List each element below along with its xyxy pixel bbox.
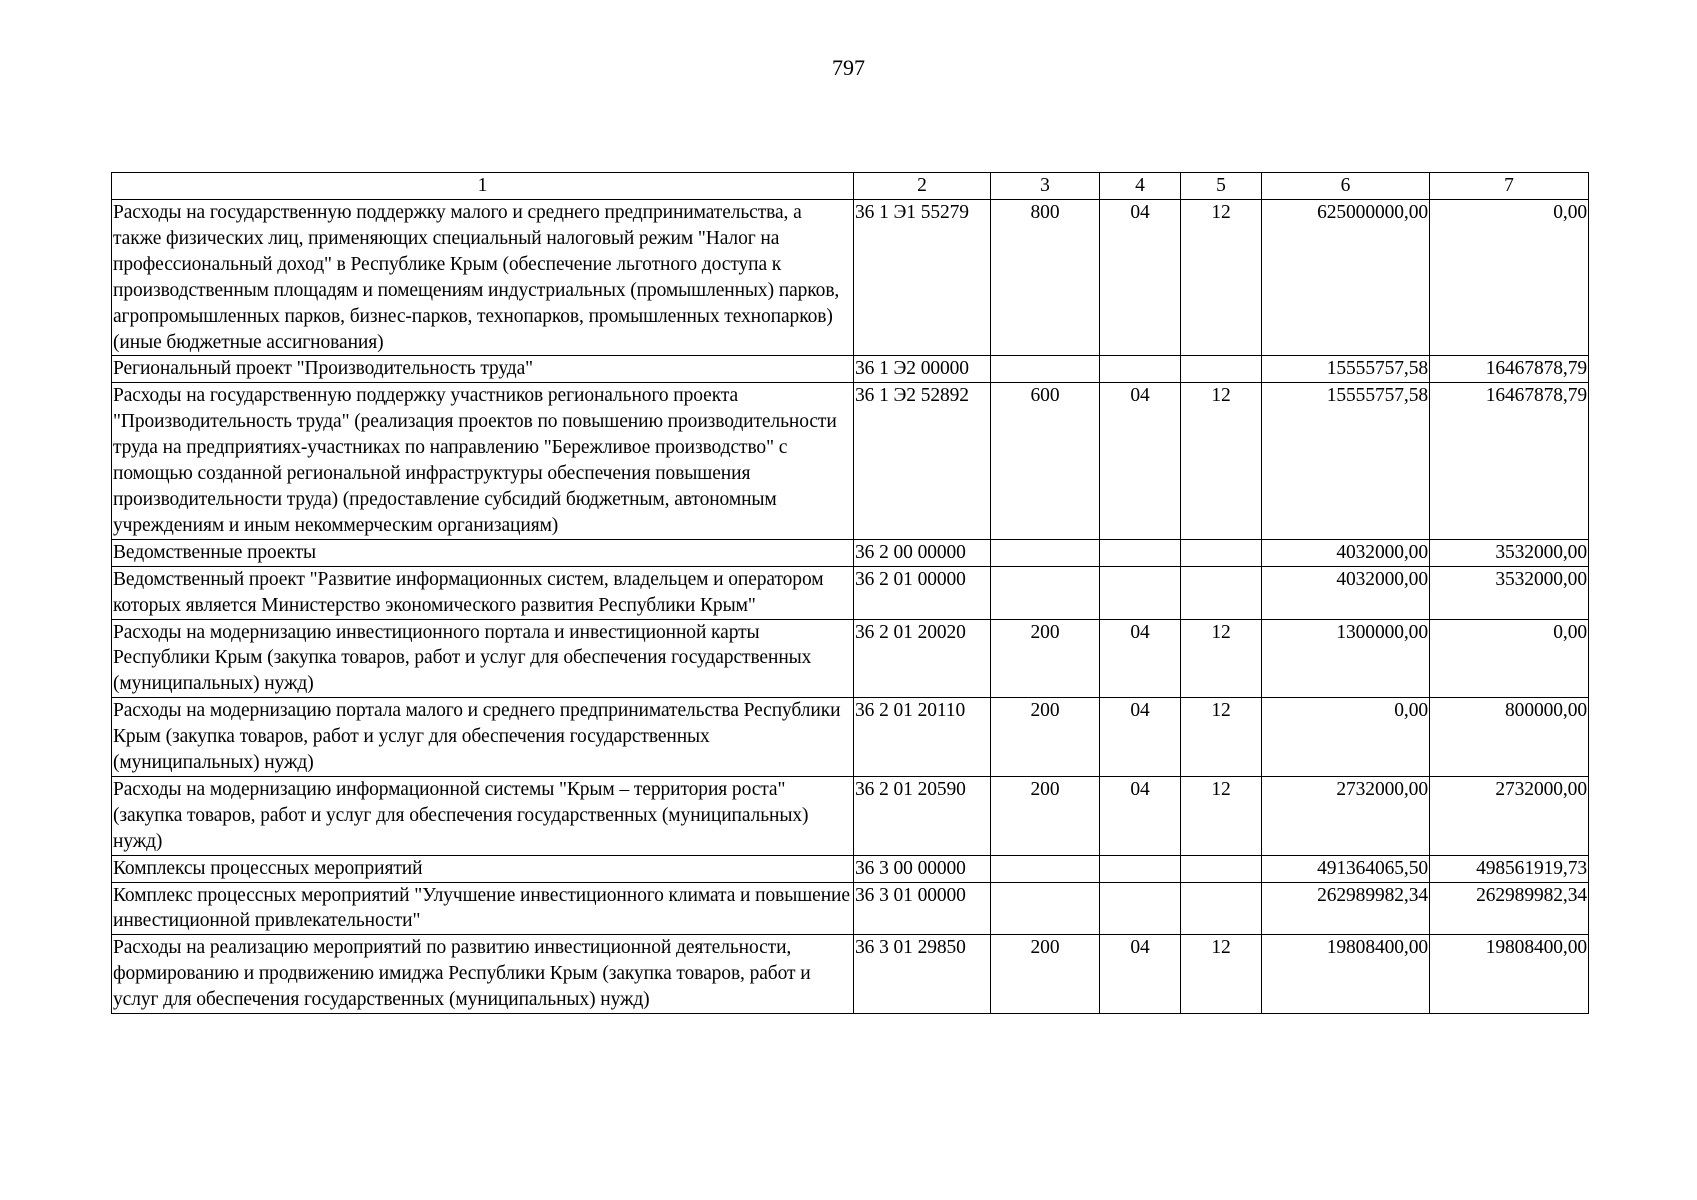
column-number-row xyxy=(112,173,1589,200)
amount-col6: 625000000,00 xyxy=(1262,200,1430,356)
target-article-code: 36 1 Э1 55279 xyxy=(854,200,991,356)
subsection-code: 12 xyxy=(1181,776,1262,855)
column-header: 1 xyxy=(112,173,854,200)
amount-col6: 15555757,58 xyxy=(1262,383,1430,539)
subsection-code xyxy=(1181,356,1262,383)
subsection-code xyxy=(1181,566,1262,619)
expense-type-code: 200 xyxy=(991,619,1100,698)
amount-col6: 1300000,00 xyxy=(1262,619,1430,698)
budget-table xyxy=(111,172,1589,1014)
subsection-code xyxy=(1181,855,1262,882)
target-article-code: 36 2 01 00000 xyxy=(854,566,991,619)
table-row xyxy=(112,383,1589,539)
amount-col7: 19808400,00 xyxy=(1430,935,1589,1014)
target-article-code: 36 3 00 00000 xyxy=(854,855,991,882)
amount-col6: 2732000,00 xyxy=(1262,776,1430,855)
amount-col7: 800000,00 xyxy=(1430,698,1589,777)
expense-type-code: 600 xyxy=(991,383,1100,539)
subsection-code: 12 xyxy=(1181,698,1262,777)
expense-name: Расходы на государственную поддержку участников регионального проекта "Производительность труда" (реализация проектов по повышению производительности труда на предприятиях-участниках по направлению "Бережливое производство" с помощью созданной региональной инфраструктуры обеспечения повышения производительности труда) (предоставление субсидий бюджетным, автономным учреждениям и иным некоммерческим организациям) xyxy=(112,383,854,539)
expense-name: Расходы на модернизацию информационной системы "Крым – территория роста" (закупка товаров, работ и услуг для обеспечения государственных (муниципальных) нужд) xyxy=(112,776,854,855)
amount-col7: 3532000,00 xyxy=(1430,539,1589,566)
column-header: 3 xyxy=(991,173,1100,200)
amount-col6: 4032000,00 xyxy=(1262,566,1430,619)
subsection-code: 12 xyxy=(1181,935,1262,1014)
amount-col6: 0,00 xyxy=(1262,698,1430,777)
amount-col6: 19808400,00 xyxy=(1262,935,1430,1014)
amount-col7: 0,00 xyxy=(1430,200,1589,356)
table-row xyxy=(112,619,1589,698)
section-code xyxy=(1100,566,1181,619)
section-code xyxy=(1100,855,1181,882)
column-header: 7 xyxy=(1430,173,1589,200)
table-row xyxy=(112,776,1589,855)
target-article-code: 36 3 01 00000 xyxy=(854,882,991,935)
table-row xyxy=(112,698,1589,777)
column-header: 4 xyxy=(1100,173,1181,200)
table-row xyxy=(112,200,1589,356)
amount-col7: 262989982,34 xyxy=(1430,882,1589,935)
target-article-code: 36 2 01 20020 xyxy=(854,619,991,698)
expense-name: Региональный проект "Производительность труда" xyxy=(112,356,854,383)
section-code: 04 xyxy=(1100,619,1181,698)
expense-name: Расходы на модернизацию портала малого и среднего предпринимательства Республики Крым (закупка товаров, работ и услуг для обеспечения государственных (муниципальных) нужд) xyxy=(112,698,854,777)
expense-type-code: 200 xyxy=(991,776,1100,855)
subsection-code xyxy=(1181,539,1262,566)
expense-name: Ведомственные проекты xyxy=(112,539,854,566)
amount-col7: 498561919,73 xyxy=(1430,855,1589,882)
amount-col6: 491364065,50 xyxy=(1262,855,1430,882)
expense-name: Комплекс процессных мероприятий "Улучшение инвестиционного климата и повышение инвестиционной привлекательности" xyxy=(112,882,854,935)
target-article-code: 36 3 01 29850 xyxy=(854,935,991,1014)
expense-name: Расходы на реализацию мероприятий по развитию инвестиционной деятельности, формированию и продвижению имиджа Республики Крым (закупка товаров, работ и услуг для обеспечения государственных (муниципальных) нужд) xyxy=(112,935,854,1014)
expense-name: Расходы на модернизацию инвестиционного портала и инвестиционной карты Республики Крым (закупка товаров, работ и услуг для обеспечения государственных (муниципальных) нужд) xyxy=(112,619,854,698)
subsection-code: 12 xyxy=(1181,200,1262,356)
target-article-code: 36 2 00 00000 xyxy=(854,539,991,566)
amount-col6: 262989982,34 xyxy=(1262,882,1430,935)
expense-type-code xyxy=(991,539,1100,566)
section-code: 04 xyxy=(1100,776,1181,855)
table-row xyxy=(112,855,1589,882)
section-code: 04 xyxy=(1100,383,1181,539)
target-article-code: 36 1 Э2 00000 xyxy=(854,356,991,383)
expense-type-code: 800 xyxy=(991,200,1100,356)
section-code xyxy=(1100,882,1181,935)
page-number: 797 xyxy=(832,55,865,80)
table-row xyxy=(112,356,1589,383)
amount-col7: 0,00 xyxy=(1430,619,1589,698)
target-article-code: 36 2 01 20110 xyxy=(854,698,991,777)
amount-col7: 16467878,79 xyxy=(1430,356,1589,383)
section-code: 04 xyxy=(1100,200,1181,356)
amount-col6: 4032000,00 xyxy=(1262,539,1430,566)
amount-col7: 16467878,79 xyxy=(1430,383,1589,539)
section-code: 04 xyxy=(1100,698,1181,777)
target-article-code: 36 1 Э2 52892 xyxy=(854,383,991,539)
subsection-code: 12 xyxy=(1181,619,1262,698)
section-code xyxy=(1100,539,1181,566)
table-row xyxy=(112,935,1589,1014)
expense-type-code xyxy=(991,882,1100,935)
expense-type-code xyxy=(991,356,1100,383)
amount-col7: 3532000,00 xyxy=(1430,566,1589,619)
table-row xyxy=(112,882,1589,935)
column-header: 2 xyxy=(854,173,991,200)
expense-name: Ведомственный проект "Развитие информационных систем, владельцем и оператором которых является Министерство экономического развития Республики Крым" xyxy=(112,566,854,619)
expense-name: Расходы на государственную поддержку малого и среднего предпринимательства, а также физических лиц, применяющих специальный налоговый режим "Налог на профессиональный доход" в Республике Крым (обеспечение льготного доступа к производственным площадям и помещениям индустриальных (промышленных) парков, агропромышленных парков, бизнес-парков, технопарков, промышленных технопарков) (иные бюджетные ассигнования) xyxy=(112,200,854,356)
amount-col7: 2732000,00 xyxy=(1430,776,1589,855)
target-article-code: 36 2 01 20590 xyxy=(854,776,991,855)
subsection-code xyxy=(1181,882,1262,935)
expense-name: Комплексы процессных мероприятий xyxy=(112,855,854,882)
table-row xyxy=(112,539,1589,566)
subsection-code: 12 xyxy=(1181,383,1262,539)
expense-type-code xyxy=(991,566,1100,619)
column-header: 6 xyxy=(1262,173,1430,200)
expense-type-code: 200 xyxy=(991,935,1100,1014)
table-row xyxy=(112,566,1589,619)
expense-type-code xyxy=(991,855,1100,882)
column-header: 5 xyxy=(1181,173,1262,200)
section-code xyxy=(1100,356,1181,383)
amount-col6: 15555757,58 xyxy=(1262,356,1430,383)
section-code: 04 xyxy=(1100,935,1181,1014)
expense-type-code: 200 xyxy=(991,698,1100,777)
